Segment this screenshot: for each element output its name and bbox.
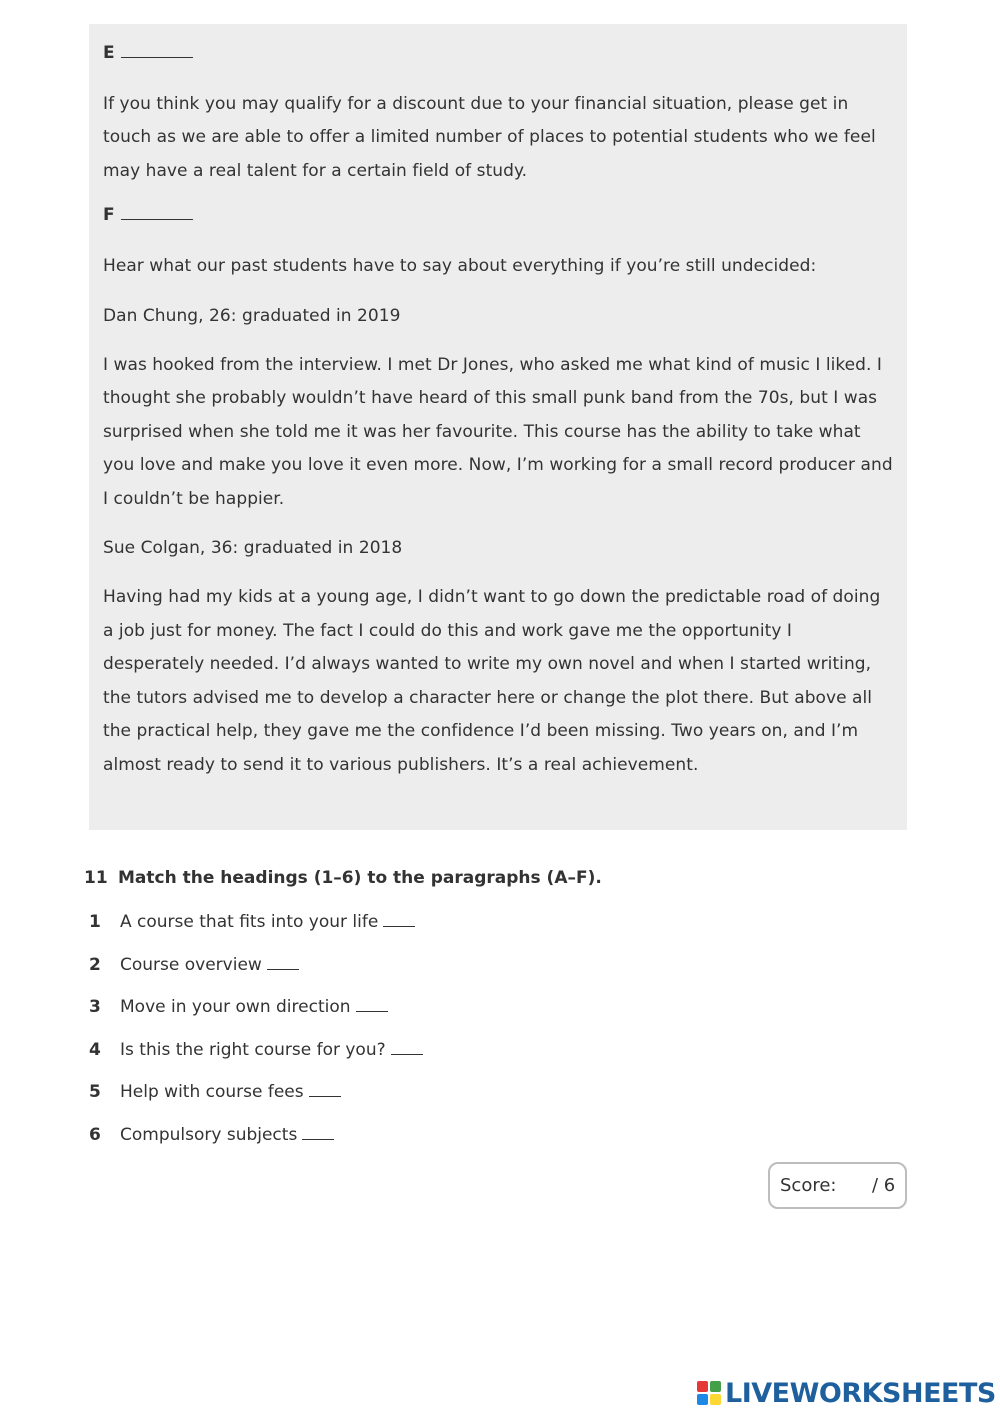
- item-text: Is this the right course for you?: [120, 1039, 386, 1060]
- student-2-name: Sue Colgan, 36: graduated in 2018: [103, 538, 403, 559]
- task-instruction: [84, 866, 924, 890]
- item-text: Compulsory subjects: [120, 1124, 298, 1145]
- item-number: 1: [89, 912, 101, 932]
- answer-blank[interactable]: [383, 912, 415, 927]
- item-number: 5: [89, 1082, 101, 1102]
- list-item: [84, 910, 924, 953]
- student-1-testimonial: I was hooked from the interview. I met Dr Jones, who asked me what kind of music I liked. I thought she probably wouldn’t have heard of this small punk band from the 70s, but I was surprised when she told me it was her favourite. This course has the ability to take what you love and make you love it even more. Now, I’m working for a small record producer and I couldn’t be happier.: [103, 355, 893, 509]
- paragraph-e-text: If you think you may qualify for a discount due to your financial situation, please get in touch as we are able to offer a limited number of places to potential students who we feel may have a real talent for a certain field of study.: [103, 94, 876, 181]
- list-item: [84, 1080, 924, 1123]
- item-text: A course that fits into your life: [120, 912, 379, 932]
- student-2-testimonial: Having had my kids at a young age, I didn’t want to go down the predictable road of doing a job just for money. The fact I could do this and work gave me the opportunity I desperately needed. I’d always wanted to write my own novel and when I started writing, the tutors advised me to develop a character here or change the plot there. But above all the practical help, they gave me the confidence I’d been missing. Two years on, and I’m almost ready to send it to various publishers. It’s a real achievement.: [103, 587, 881, 775]
- heading-answer-blank-e[interactable]: [121, 43, 193, 58]
- paragraph-heading-e: [103, 42, 893, 64]
- logo-text: LIVEWORKSHEETS: [725, 1377, 996, 1409]
- matching-task: [84, 866, 924, 1165]
- list-item: [84, 995, 924, 1038]
- score-total: / 6: [872, 1175, 896, 1196]
- paragraph-letter-e: E: [103, 43, 115, 63]
- paragraph-heading-f: [103, 204, 893, 226]
- score-box: [768, 1162, 907, 1209]
- score-label: Score:: [780, 1175, 837, 1196]
- item-text: Help with course fees: [120, 1082, 304, 1102]
- reading-text-box: [89, 24, 907, 830]
- heading-answer-blank-f[interactable]: [121, 205, 193, 220]
- answer-blank[interactable]: [391, 1040, 423, 1055]
- item-number: 6: [89, 1124, 101, 1145]
- answer-blank[interactable]: [309, 1082, 341, 1097]
- list-item: [84, 1038, 924, 1081]
- item-number: 4: [89, 1039, 101, 1060]
- item-number: 3: [89, 997, 101, 1017]
- list-item: [84, 953, 924, 996]
- list-item: [84, 1123, 924, 1166]
- item-text: Course overview: [120, 954, 262, 975]
- item-text: Move in your own direction: [120, 997, 351, 1017]
- answer-blank[interactable]: [302, 1125, 334, 1140]
- logo-grid-icon: [697, 1380, 723, 1406]
- answer-blank[interactable]: [356, 997, 388, 1012]
- liveworksheets-logo[interactable]: [697, 1376, 996, 1410]
- paragraph-letter-f: F: [103, 205, 115, 226]
- student-1-name: Dan Chung, 26: graduated in 2019: [103, 305, 401, 326]
- item-number: 2: [89, 954, 101, 975]
- task-number: 11: [84, 868, 108, 888]
- answer-blank[interactable]: [267, 955, 299, 970]
- paragraph-f-intro: Hear what our past students have to say about everything if you’re still undecided:: [103, 256, 817, 277]
- task-instruction-text: Match the headings (1–6) to the paragraphs (A–F).: [118, 868, 602, 888]
